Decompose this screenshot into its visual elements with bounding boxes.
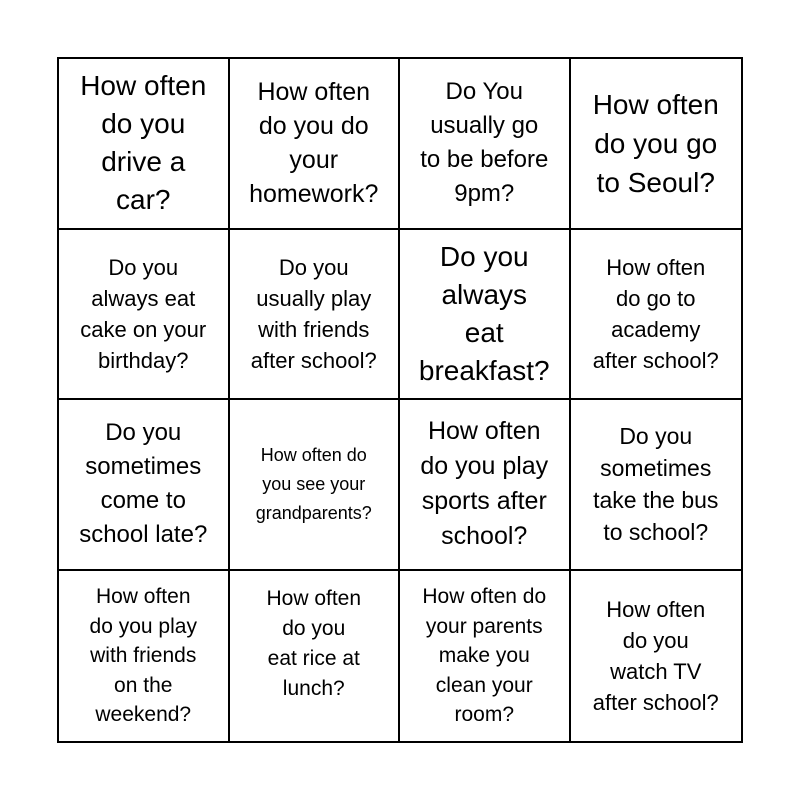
bingo-cell-text: Do you sometimes come to school late? [79, 419, 208, 549]
bingo-cell-text: Do You usually go to be before 9pm? [420, 78, 549, 208]
bingo-cell-text: How often do your parents make you clean your room? [422, 585, 547, 726]
bingo-cell-text: Do you always eat cake on your birthday? [80, 254, 207, 373]
bingo-cell-text: Do you always eat breakfast? [418, 240, 550, 386]
bingo-cell-text: How often do you eat rice at lunch? [266, 586, 362, 700]
bingo-board [57, 57, 743, 743]
bingo-cell-text: Do you usually play with friends after school? [250, 254, 377, 373]
bingo-cell[interactable] [400, 571, 571, 742]
bingo-cell-text: How often do you do your homework? [249, 78, 379, 209]
bingo-cell-text: How often do you see your grandparents? [255, 444, 372, 523]
bingo-cell[interactable] [59, 400, 230, 571]
bingo-cell-text: Do you sometimes take the bus to school? [593, 423, 719, 546]
bingo-cell[interactable] [230, 571, 401, 742]
bingo-cell[interactable] [59, 571, 230, 742]
bingo-cell-text: How often do you go to Seoul? [592, 88, 719, 198]
bingo-cell-text: How often do go to academy after school? [592, 254, 719, 373]
bingo-cell[interactable] [400, 230, 571, 401]
bingo-cell[interactable] [230, 400, 401, 571]
bingo-cell[interactable] [571, 400, 742, 571]
bingo-cell[interactable] [571, 571, 742, 742]
bingo-cell[interactable] [571, 230, 742, 401]
bingo-cell[interactable] [571, 59, 742, 230]
bingo-cell[interactable] [400, 59, 571, 230]
bingo-cell[interactable] [230, 59, 401, 230]
bingo-cell-text: How often do you drive a car? [80, 70, 207, 216]
bingo-cell[interactable] [230, 230, 401, 401]
bingo-cell-text: How often do you watch TV after school? [592, 596, 719, 715]
bingo-cell[interactable] [59, 230, 230, 401]
bingo-cell-text: How often do you play sports after school? [420, 417, 549, 551]
bingo-cell-text: How often do you play with friends on the weekend? [89, 585, 197, 726]
bingo-cell[interactable] [59, 59, 230, 230]
bingo-cell[interactable] [400, 400, 571, 571]
